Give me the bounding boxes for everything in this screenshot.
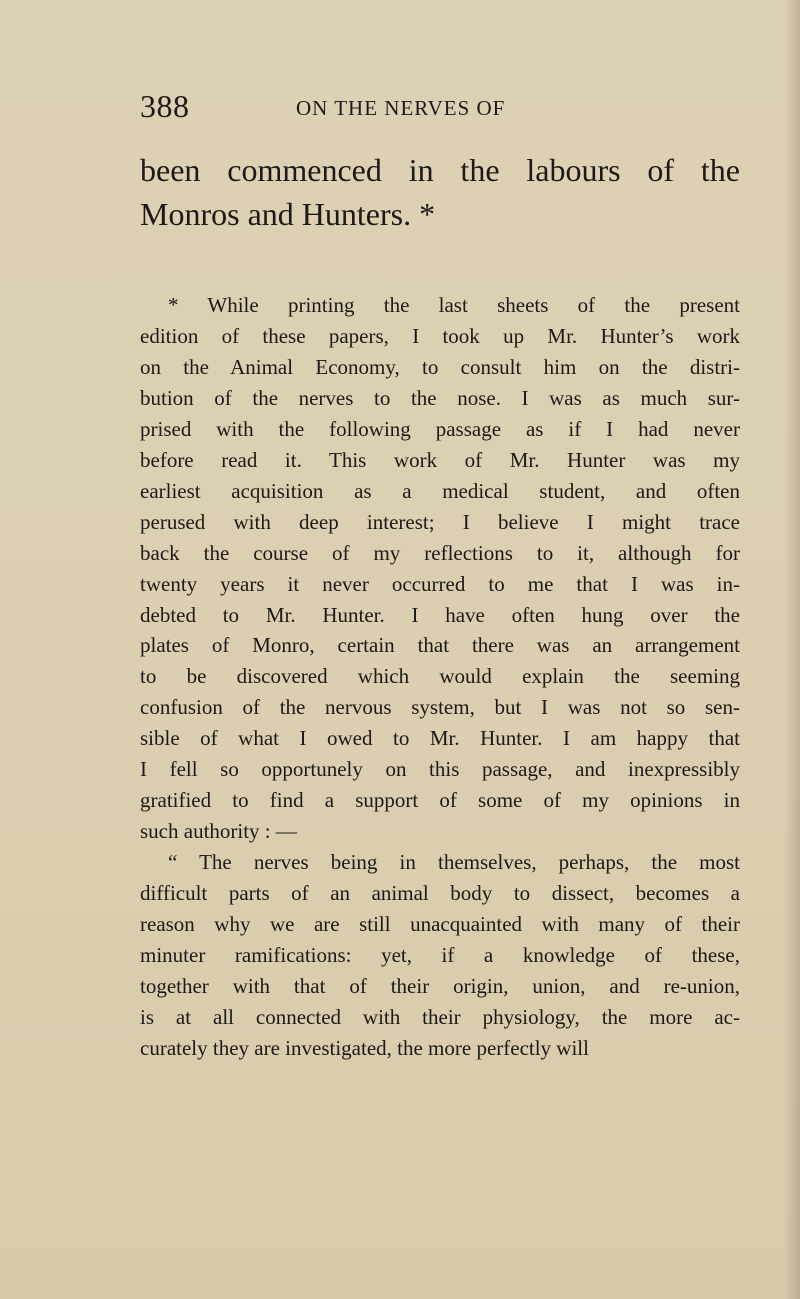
footnote-line: perused with deep interest; I believe I might trace xyxy=(140,509,740,534)
footnote-line: gratified to find a support of some of my opinions in xyxy=(140,788,740,813)
footnote-line: to be discovered which would explain the seeming xyxy=(140,664,740,689)
main-text-line: Monros and Hunters. * xyxy=(140,196,436,232)
footnote-line: prised with the following passage as if I had never xyxy=(140,416,740,441)
footnote-line: twenty years it never occurred to me that I was in- xyxy=(140,571,740,596)
footnote-line: earliest acquisition as a medical student, and often xyxy=(140,478,740,503)
footnote-line: curately they are investigated, the more perfectly will xyxy=(140,1035,589,1060)
footnote-line: confusion of the nervous system, but I was not so sen- xyxy=(140,695,740,720)
main-text-line: been commenced in the labours of the xyxy=(140,152,740,188)
footnote-line: sible of what I owed to Mr. Hunter. I am happy that xyxy=(140,726,740,751)
footnote-line: difficult parts of an animal body to dissect, becomes a xyxy=(140,881,740,906)
footnote-line: before read it. This work of Mr. Hunter was my xyxy=(140,447,740,472)
footnote-line: together with that of their origin, union, and re-union, xyxy=(140,973,740,998)
running-head: ON THE NERVES OF xyxy=(296,96,506,120)
footnote-line: such authority : — xyxy=(140,819,297,844)
footnote-line: * While printing the last sheets of the present xyxy=(168,293,740,317)
page-header xyxy=(140,86,700,132)
footnote-line: minuter ramifications: yet, if a knowledge of these, xyxy=(140,943,740,968)
footnote-line: is at all connected with their physiology, the more ac- xyxy=(140,1004,740,1029)
footnote-line: I fell so opportunely on this passage, and inexpressibly xyxy=(140,757,740,782)
footnote-line: back the course of my reflections to it, although for xyxy=(140,540,740,565)
footnote-line: debted to Mr. Hunter. I have often hung over the xyxy=(140,602,740,627)
page-number: 388 xyxy=(140,88,190,124)
footnote-line: reason why we are still unacquainted with many of their xyxy=(140,912,740,937)
page-edge-shadow xyxy=(784,0,800,1299)
footnote-line: on the Animal Economy, to consult him on the distri- xyxy=(140,354,740,379)
footnote-block xyxy=(140,290,740,1064)
main-text-block xyxy=(140,148,740,236)
footnote-line: plates of Monro, certain that there was an arrangement xyxy=(140,633,740,658)
footnote-line: edition of these papers, I took up Mr. Hunter’s work xyxy=(140,323,740,348)
footnote-line: bution of the nerves to the nose. I was as much sur- xyxy=(140,385,740,410)
footnote-line: “ The nerves being in themselves, perhaps, the most xyxy=(168,850,740,875)
